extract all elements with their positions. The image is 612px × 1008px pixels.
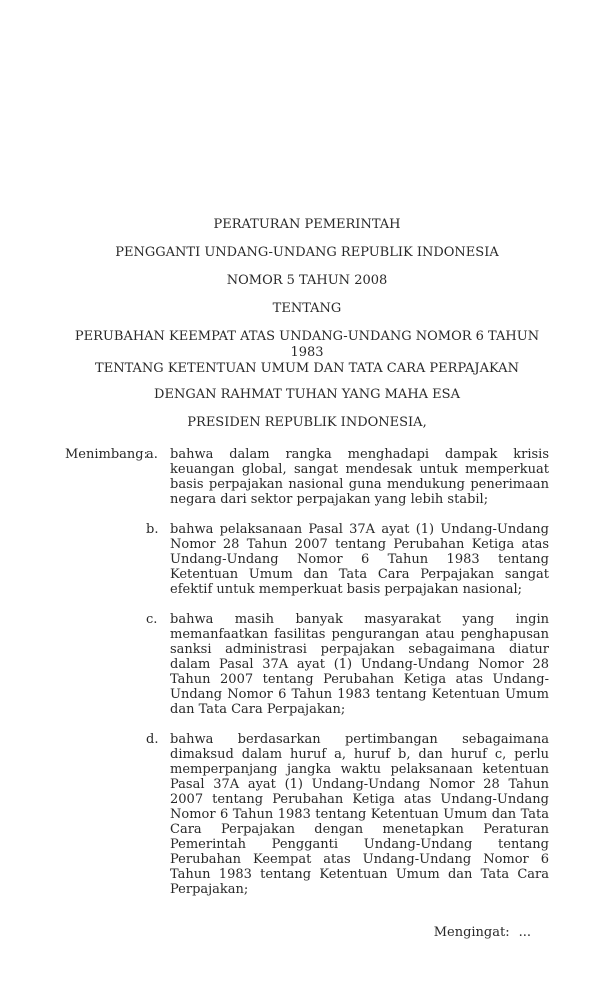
item-text-a: bahwa dalam rangka menghadapi dampak krisis keuangan global, sangat mendesak untuk memperkuat basis perpajakan nasional guna mendukung penerimaan negara dari sektor perpajakan yang lebih stabil; bbox=[170, 447, 549, 507]
menimbang-item-a bbox=[65, 447, 549, 507]
item-letter-c: c. bbox=[146, 612, 158, 627]
doc-title bbox=[65, 329, 549, 377]
item-letter-d: d. bbox=[146, 732, 159, 747]
catchword-mengingat bbox=[65, 925, 531, 940]
doc-title-line1: PERUBAHAN KEEMPAT ATAS UNDANG-UNDANG NOMOR 6 TAHUN 1983 bbox=[74, 329, 540, 360]
item-text-b: bahwa pelaksanaan Pasal 37A ayat (1) Undang-Undang Nomor 28 Tahun 2007 tentang Perubahan Ketiga atas Undang-Undang Nomor 6 Tahun 1983 tentang Ketentuan Umum dan Tata Cara Perpajakan sangat efektif untuk memperkuat basis perpajakan nasional; bbox=[170, 522, 549, 597]
doc-authority-heading: PENGGANTI UNDANG-UNDANG REPUBLIK INDONESIA bbox=[115, 245, 499, 260]
catchword-label: Mengingat: bbox=[433, 925, 510, 940]
item-text-d: bahwa berdasarkan pertimbangan sebagaimana dimaksud dalam huruf a, huruf b, dan huruf c, perlu memperpanjang jangka waktu pelaksanaan ketentuan Pasal 37A ayat (1) Undang-Undang Nomor 28 Tahun 2007 tentang Perubahan Ketiga atas Undang-Undang Nomor 6 Tahun 1983 tentang Ketentuan Umum dan Tata Cara Perpajakan dengan menetapkan Peraturan Pemerintah Pengganti Undang-Undang tentang Perubahan Keempat atas Undang-Undang Nomor 6 Tahun 1983 tentang Ketentuan Umum dan Tata Cara Perpajakan; bbox=[170, 732, 549, 897]
doc-invocation: DENGAN RAHMAT TUHAN YANG MAHA ESA bbox=[154, 387, 460, 402]
doc-type-heading: PERATURAN PEMERINTAH bbox=[213, 217, 401, 232]
item-text-c: bahwa masih banyak masyarakat yang ingin memanfaatkan fasilitas pengurangan atau penghapusan sanksi administrasi perpajakan sebagaimana diatur dalam Pasal 37A ayat (1) Undang-Undang Nomor 28 Tahun 2007 tentang Perubahan Ketiga atas Undang-Undang Nomor 6 Tahun 1983 tentang Ketentuan Umum dan Tata Cara Perpajakan; bbox=[170, 612, 549, 717]
menimbang-item-d bbox=[65, 732, 549, 897]
item-letter-a: a. bbox=[146, 447, 158, 462]
doc-title-line2: TENTANG KETENTUAN UMUM DAN TATA CARA PERPAJAKAN bbox=[95, 361, 519, 376]
item-letter-b: b. bbox=[146, 522, 159, 537]
menimbang-item-c bbox=[65, 612, 549, 717]
catchword-dots: ... bbox=[518, 925, 531, 940]
doc-issuer: PRESIDEN REPUBLIK INDONESIA, bbox=[187, 415, 427, 430]
doc-number-heading: NOMOR 5 TAHUN 2008 bbox=[226, 273, 388, 288]
menimbang-item-b bbox=[65, 522, 549, 597]
menimbang-label: Menimbang: bbox=[65, 447, 149, 462]
doc-about-label: TENTANG bbox=[272, 301, 342, 316]
